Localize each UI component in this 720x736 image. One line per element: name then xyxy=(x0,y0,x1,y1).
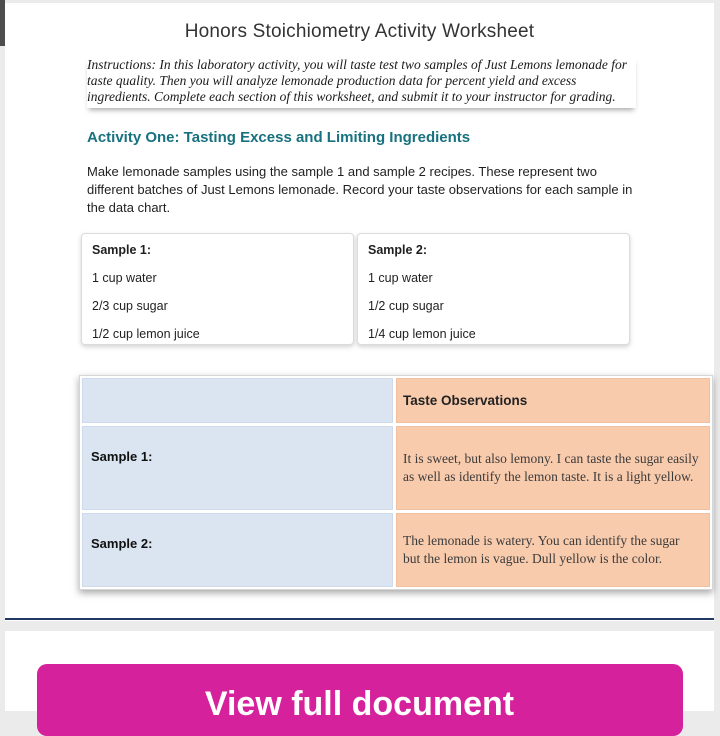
recipe-item: 1/4 cup lemon juice xyxy=(368,327,476,341)
observations-table xyxy=(79,375,713,590)
table-observation-sample-2: The lemonade is watery. You can identify the sugar but the lemon is vague. Dull yellow is the color. xyxy=(396,513,710,587)
recipe-card-sample-2 xyxy=(357,233,630,345)
recipe-item: 1/2 cup lemon juice xyxy=(92,327,200,341)
activity-one-intro: Make lemonade samples using the sample 1 and sample 2 recipes. These represent two different batches of Just Lemons lemonade. Record your taste observations for each sample in the data chart. xyxy=(87,164,633,215)
document-page-2 xyxy=(5,631,714,723)
recipe-label: Sample 1: xyxy=(92,243,152,257)
recipe-card-sample-1 xyxy=(81,233,354,345)
scrollbar-thumb[interactable] xyxy=(0,0,5,46)
table-header-taste-observations: Taste Observations xyxy=(396,378,710,423)
recipe-item: 2/3 cup sugar xyxy=(92,299,168,313)
table-observation-sample-1: It is sweet, but also lemony. I can taste the sugar easily as well as identify the lemon taste. It is a light yellow. xyxy=(396,426,710,510)
recipe-label: Sample 2: xyxy=(368,243,428,257)
page-title: Honors Stoichiometry Activity Worksheet xyxy=(184,21,535,42)
table-row-label-sample-1: Sample 1: xyxy=(82,426,393,510)
document-viewer xyxy=(5,3,714,723)
page-gap xyxy=(5,621,714,631)
recipe-item: 1 cup water xyxy=(92,271,157,285)
table-header-empty-cell xyxy=(82,378,393,423)
table-row-label-sample-2: Sample 2: xyxy=(82,513,393,587)
document-page-1 xyxy=(5,3,714,621)
recipe-item: 1/2 cup sugar xyxy=(368,299,444,313)
activity-one-heading: Activity One: Tasting Excess and Limiting Ingredients xyxy=(87,129,471,146)
recipe-cards xyxy=(81,233,714,345)
section-divider xyxy=(5,618,714,620)
recipe-item: 1 cup water xyxy=(368,271,433,285)
instructions-text: Instructions: In this laboratory activity, you will taste test two samples of Just Lemons lemonade for taste quality. Then you will analyze lemonade production data for percent yield and excess ingredients. Complete each section of this worksheet, and submit it to your instructor for grading. xyxy=(87,57,636,108)
view-full-document-button[interactable]: View full document xyxy=(37,664,683,736)
